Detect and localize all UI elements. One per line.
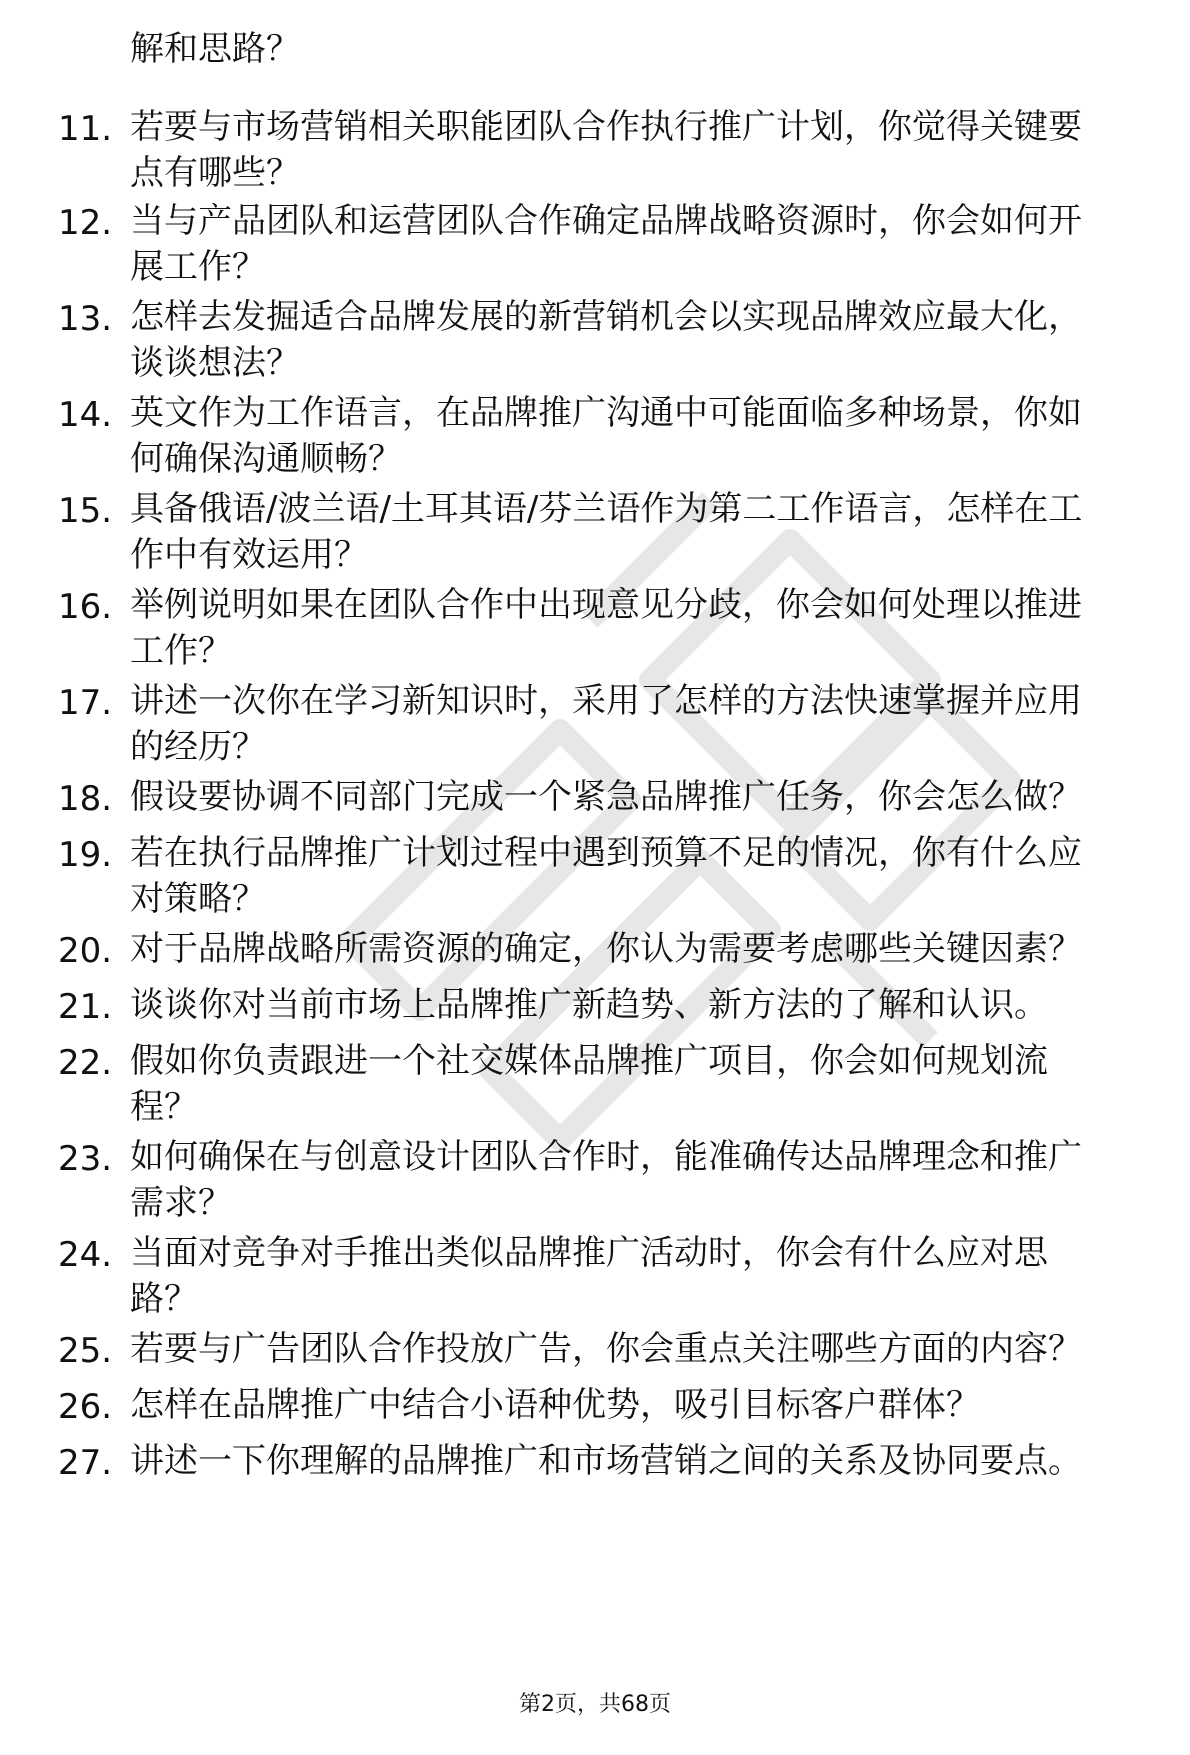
question-text-line: 举例说明如果在团队合作中出现意见分歧，你会如何处理以推进	[130, 585, 1082, 625]
question-number: 11.	[58, 109, 113, 149]
question-text-line: 讲述一下你理解的品牌推广和市场营销之间的关系及协同要点。	[130, 1441, 1082, 1481]
question-text-line: 假设要协调不同部门完成一个紧急品牌推广任务，你会怎么做？	[130, 777, 1082, 817]
question-text	[130, 982, 1150, 1028]
question-text-line: 点有哪些？	[130, 153, 300, 193]
question-text-line: 程？	[130, 1087, 198, 1127]
question-text-line: 怎样在品牌推广中结合小语种优势，吸引目标客户群体？	[130, 1385, 980, 1425]
question-text	[130, 1134, 1150, 1226]
question-text-line: 若要与市场营销相关职能团队合作执行推广计划，你觉得关键要	[130, 107, 1082, 147]
question-text	[130, 774, 1150, 820]
question-text	[130, 1038, 1150, 1130]
question-number: 17.	[58, 683, 113, 723]
question-text-line: 若在执行品牌推广计划过程中遇到预算不足的情况，你有什么应	[130, 833, 1082, 873]
question-text	[130, 926, 1150, 972]
question-number: 25.	[58, 1331, 113, 1371]
question-text-line: 当与产品团队和运营团队合作确定品牌战略资源时，你会如何开	[130, 201, 1082, 241]
question-text-line: 作中有效运用？	[130, 535, 368, 575]
question-text	[130, 582, 1150, 674]
question-number: 22.	[58, 1043, 113, 1083]
question-number: 27.	[58, 1443, 113, 1483]
question-text	[130, 1382, 1150, 1428]
question-number: 15.	[58, 491, 113, 531]
question-text-line: 何确保沟通顺畅？	[130, 439, 402, 479]
question-text-line: 路？	[130, 1279, 198, 1319]
question-text	[130, 294, 1150, 386]
question-text	[130, 486, 1150, 578]
question-text-line: 谈谈想法？	[130, 343, 300, 383]
question-number: 14.	[58, 395, 113, 435]
continuation-text: 解和思路？	[130, 29, 300, 69]
question-text-line: 对策略？	[130, 879, 266, 919]
question-text-line: 工作？	[130, 631, 232, 671]
question-text-line: 对于品牌战略所需资源的确定，你认为需要考虑哪些关键因素？	[130, 929, 1082, 969]
page-footer: 第2页，共68页	[519, 1692, 671, 1717]
question-text-line: 英文作为工作语言，在品牌推广沟通中可能面临多种场景，你如	[130, 393, 1082, 433]
question-text	[130, 198, 1150, 290]
question-text-line: 展工作？	[130, 247, 266, 287]
question-text-line: 具备俄语/波兰语/土耳其语/芬兰语作为第二工作语言，怎样在工	[130, 489, 1083, 529]
question-number: 23.	[58, 1139, 113, 1179]
question-number: 16.	[58, 587, 113, 627]
question-text-line: 当面对竞争对手推出类似品牌推广活动时，你会有什么应对思	[130, 1233, 1048, 1273]
question-number: 21.	[58, 987, 113, 1027]
question-number: 12.	[58, 203, 113, 243]
question-text-line: 谈谈你对当前市场上品牌推广新趋势、新方法的了解和认识。	[130, 985, 1048, 1025]
question-number: 24.	[58, 1235, 113, 1275]
question-text-line: 讲述一次你在学习新知识时，采用了怎样的方法快速掌握并应用	[130, 681, 1082, 721]
question-text-line: 怎样去发掘适合品牌发展的新营销机会以实现品牌效应最大化，	[130, 297, 1082, 337]
question-text	[130, 1438, 1150, 1484]
question-text-line: 若要与广告团队合作投放广告，你会重点关注哪些方面的内容？	[130, 1329, 1082, 1369]
question-text-line: 的经历？	[130, 727, 266, 767]
question-number: 13.	[58, 299, 113, 339]
question-number: 26.	[58, 1387, 113, 1427]
question-text-line: 需求？	[130, 1183, 232, 1223]
question-number: 20.	[58, 931, 113, 971]
question-text	[130, 390, 1150, 482]
question-text	[130, 830, 1150, 922]
question-text	[130, 1230, 1150, 1322]
question-text	[130, 1326, 1150, 1372]
question-text-line: 如何确保在与创意设计团队合作时，能准确传达品牌理念和推广	[130, 1137, 1082, 1177]
question-text-line: 假如你负责跟进一个社交媒体品牌推广项目，你会如何规划流	[130, 1041, 1048, 1081]
question-text	[130, 678, 1150, 770]
question-number: 19.	[58, 835, 113, 875]
question-text	[130, 104, 1150, 196]
question-number: 18.	[58, 779, 113, 819]
